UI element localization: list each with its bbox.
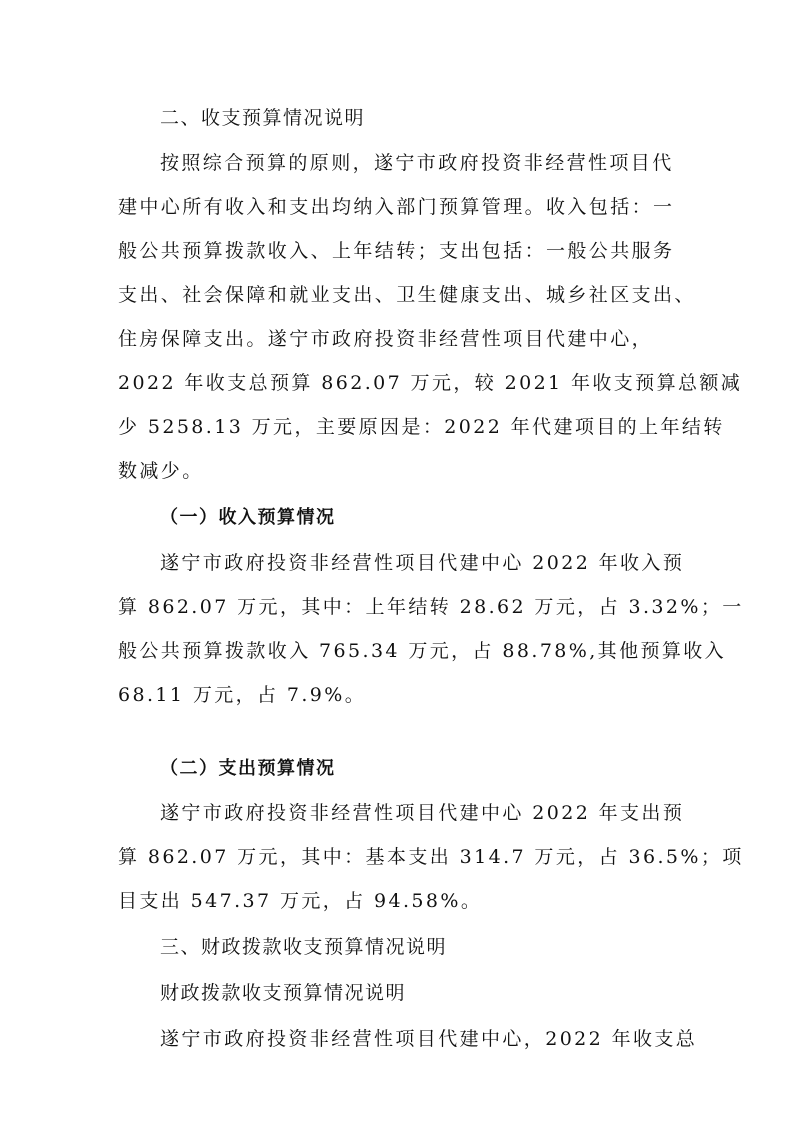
income-line-1: 遂宁市政府投资非经营性项目代建中心 2022 年收入预: [160, 552, 685, 574]
section-2-heading: 二、收支预算情况说明: [160, 107, 366, 129]
expense-line-1: 遂宁市政府投资非经营性项目代建中心 2022 年支出预: [160, 802, 685, 824]
expense-line-3: 目支出 547.37 万元，占 94.58%。: [118, 890, 483, 912]
section-2-line-3: 般公共预算拨款收入、上年结转；支出包括：一般公共服务: [118, 240, 675, 262]
section-2-line-7: 少 5258.13 万元，主要原因是：2022 年代建项目的上年结转: [118, 416, 725, 438]
section-2-line-8: 数减少。: [118, 460, 204, 482]
section-3-subheading: 财政拨款收支预算情况说明: [160, 982, 407, 1004]
section-2-line-2: 建中心所有收入和支出均纳入部门预算管理。收入包括：一: [118, 196, 675, 218]
section-2-line-4: 支出、社会保障和就业支出、卫生健康支出、城乡社区支出、: [118, 284, 696, 306]
income-line-2: 算 862.07 万元，其中：上年结转 28.62 万元，占 3.32%；一: [118, 596, 744, 618]
section-2-line-5: 住房保障支出。遂宁市政府投资非经营性项目代建中心，: [118, 328, 654, 350]
expense-line-2: 算 862.07 万元，其中：基本支出 314.7 万元，占 36.5%；项: [118, 846, 744, 868]
section-3-heading: 三、财政拨款收支预算情况说明: [160, 936, 448, 958]
section-3-line-1: 遂宁市政府投资非经营性项目代建中心，2022 年收支总: [160, 1028, 698, 1050]
income-line-3: 般公共预算拨款收入 765.34 万元，占 88.78%,其他预算收入: [118, 640, 727, 662]
income-line-4: 68.11 万元，占 7.9%。: [118, 684, 367, 706]
section-2-line-6: 2022 年收支总预算 862.07 万元，较 2021 年收支预算总额减: [118, 372, 743, 394]
expense-heading: （二）支出预算情况: [160, 758, 336, 779]
section-2-line-1: 按照综合预算的原则，遂宁市政府投资非经营性项目代: [160, 152, 674, 174]
income-heading: （一）收入预算情况: [160, 507, 336, 528]
